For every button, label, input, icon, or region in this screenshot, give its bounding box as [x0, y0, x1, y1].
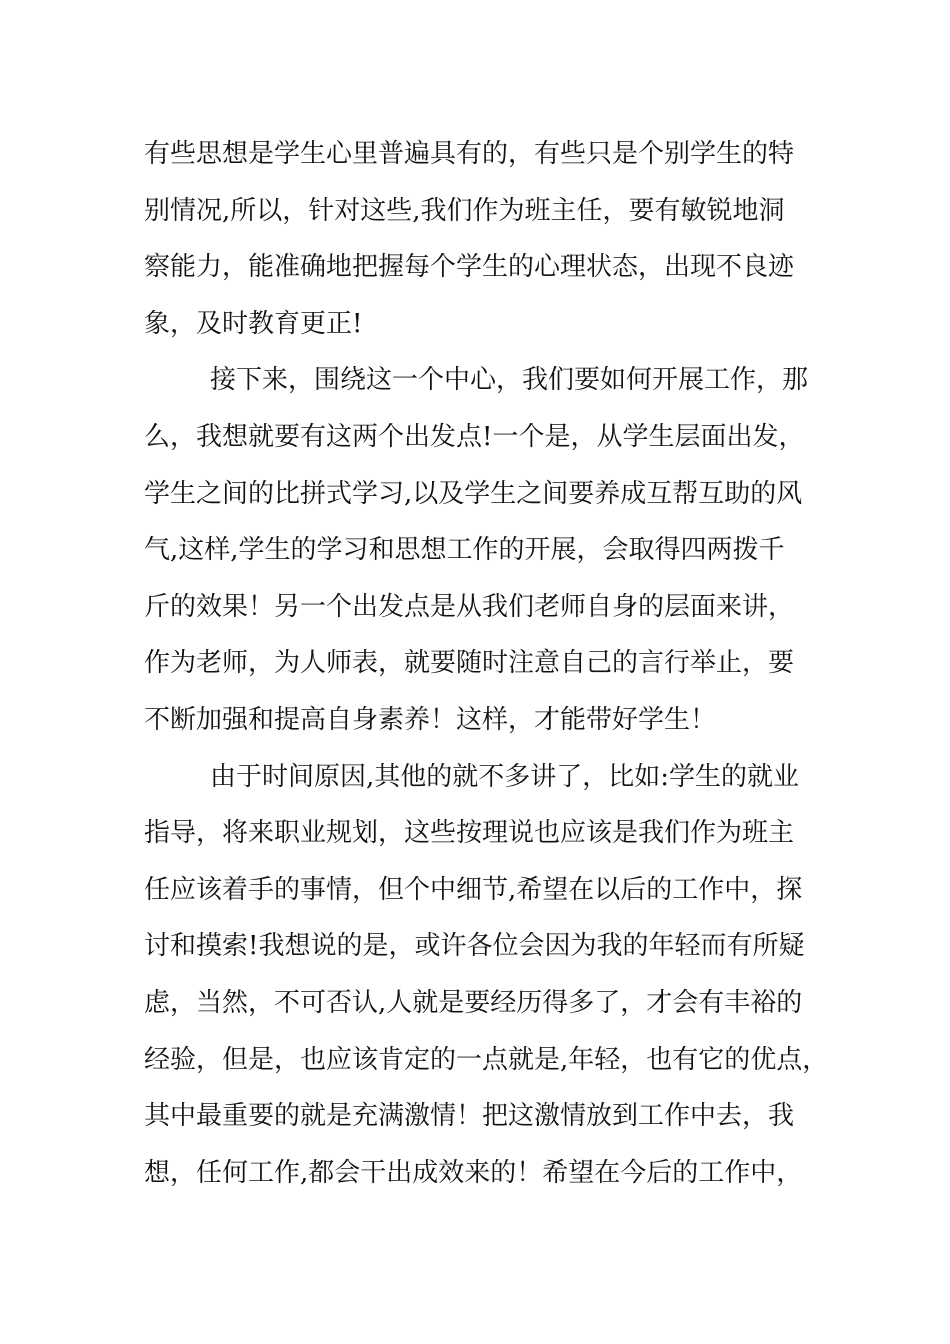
text-line: 斤的效果！另一个出发点是从我们老师自身的层面来讲， — [144, 591, 795, 622]
text-line: 作为老师，为人师表，就要随时注意自己的言行举止，要 — [144, 648, 795, 679]
text-line: 任应该着手的事情，但个中细节,希望在以后的工作中，探 — [144, 874, 803, 905]
text-line: 想，任何工作,都会干出成效来的！希望在今后的工作中， — [144, 1157, 803, 1188]
text-line: 讨和摸索!我想说的是，或许各位会因为我的年轻而有所疑 — [144, 931, 805, 962]
text-line: 象，及时教育更正! — [144, 308, 363, 339]
text-line: 不断加强和提高自身素养！这样，才能带好学生！ — [144, 704, 717, 735]
text-line: 察能力，能准确地把握每个学生的心理状态，出现不良迹 — [144, 252, 795, 283]
text-line: 么，我想就要有这两个出发点!一个是，从学生层面出发， — [144, 421, 805, 452]
paragraph-start-line: 由于时间原因,其他的就不多讲了，比如:学生的就业 — [210, 761, 800, 792]
text-line: 别情况,所以，针对这些,我们作为班主任，要有敏锐地洞 — [144, 195, 785, 226]
paragraph-start-line: 接下来，围绕这一个中心，我们要如何开展工作，那 — [210, 365, 809, 396]
body-text — [144, 126, 834, 1201]
text-line: 学生之间的比拼式学习,以及学生之间要养成互帮互助的风 — [144, 478, 803, 509]
text-line: 虑，当然，不可否认,人就是要经历得多了，才会有丰裕的 — [144, 987, 803, 1018]
text-line: 经验，但是，也应该肯定的一点就是,年轻，也有它的优点， — [144, 1044, 829, 1075]
text-line: 有些思想是学生心里普遍具有的，有些只是个别学生的特 — [144, 139, 795, 169]
text-line: 指导，将来职业规划，这些按理说也应该是我们作为班主 — [144, 818, 795, 849]
text-line: 气,这样,学生的学习和思想工作的开展，会取得四两拨千 — [144, 535, 785, 566]
text-line: 其中最重要的就是充满激情！把这激情放到工作中去，我 — [144, 1101, 795, 1132]
